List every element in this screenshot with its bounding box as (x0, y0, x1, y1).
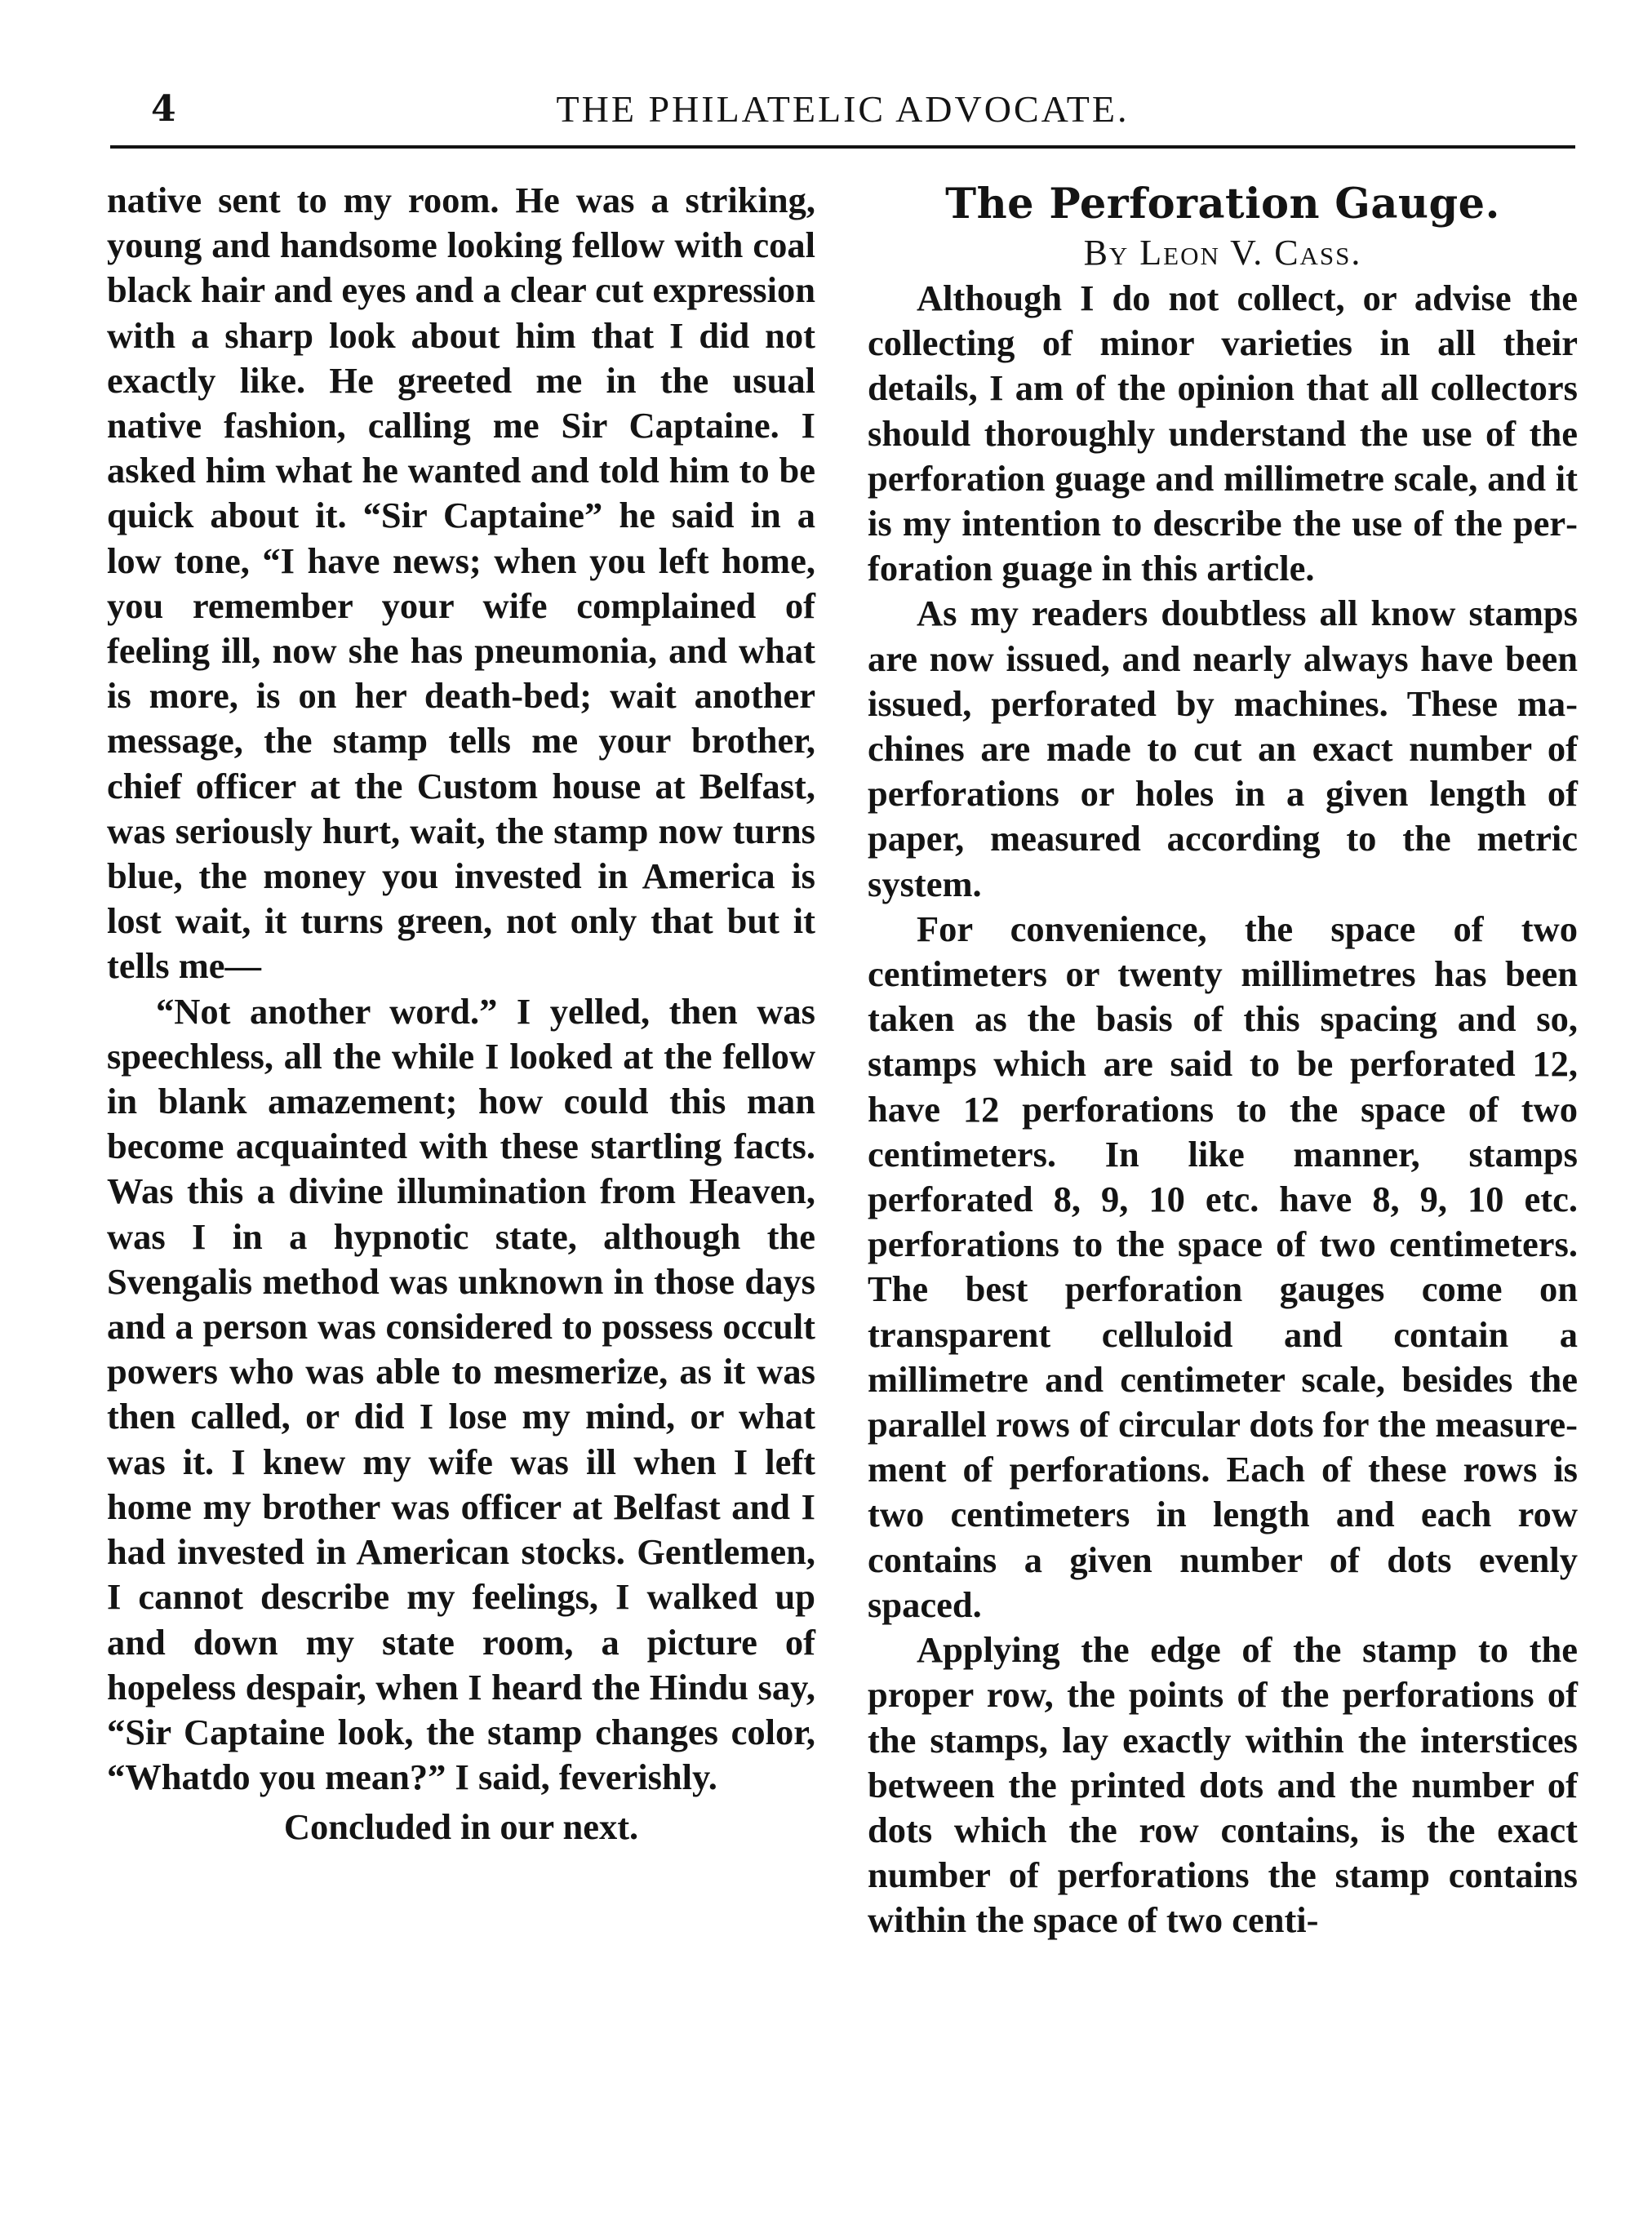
article-paragraph: For convenience, the space of two centimeters or twenty millimetres has been taken as the basis of this spacing and so, stamps which are said to be perforated 12, have 12 perforations to the space of two centimeters. In like manner, stamps perforated 8, 9, 10 etc. have 8, 9, 10 etc. perforations to the space of two centimeters. The best perforation gauges come on transparent celluloid and contain a millimetre and centimeter scale, besides the parallel rows of circular dots for the measurement of perforations. Each of these rows is two centimeters in length and each row contains a given number of dots evenly spaced. (868, 908, 1578, 1625)
story-paragraph: native sent to my room. He was a striking, young and handsome looking fellow with coal black hair and eyes and a clear cut expression with a sharp look about him that I did not exactly like. He greeted me in the usual native fashion, calling me Sir Captaine. I asked him what he wanted and told him to be quick about it. “Sir Captaine” he said in a low tone, “I have news; when you left home, you remember your wife complained of feeling ill, now she has pneumonia, and what is more, is on her death-bed; wait another message, the stamp tells me your brother, chief officer at the Custom house at Belfast, was seriously hurt, wait, the stamp now turns blue, the money you invested in America is lost wait, it turns green, not only that but it tells me— (107, 180, 815, 987)
article-paragraph: Although I do not collect, or advise the collecting of minor varieties in all their details, I am of the opinion that all collectors should thoroughly understand the use of the perforation guage and millimetre scale, and it is my intention to describe the use of the perforation guage in this article. (868, 278, 1578, 589)
left-column (107, 178, 815, 1850)
header-rule (110, 145, 1575, 149)
story-paragraph: “Not another word.” I yelled, then was speechless, all the while I looked at the fellow in blank amazement; how could this man become acquainted with these startling facts. Was this a divine illumination from Heaven, was I in a hypnotic state, although the Svengalis method was unknown in those days and a person was considered to possess occult powers who was able to mesmerize, as it was then called, or did I lose my mind, or what was it. I knew my wife was ill when I left home my brother was officer at Belfast and I had invested in American stocks. Gentlemen, I cannot describe my feelings, I walked up and down my state room, a picture of hopeless despair, when I heard the Hindu say, “Sir Captaine look, the stamp changes color, “Whatdo you mean?” I said, feverishly. (107, 990, 815, 1798)
article-paragraph: As my readers doubtless all know stamps are now issued, and nearly always have been issued, perforated by machines. These machines are made to cut an exact number of perforations or holes in a given length of paper, measured according to the metric system. (868, 593, 1578, 904)
continuation-notice: Concluded in our next. (283, 1806, 639, 1848)
article-byline: By Leon V. Cass. (1083, 233, 1362, 273)
right-column (868, 178, 1578, 1943)
page-number: 4 (151, 88, 176, 130)
page-header (110, 80, 1575, 139)
running-title: THE PHILATELIC ADVOCATE. (556, 88, 1130, 130)
article-paragraph: Applying the edge of the stamp to the proper row, the points of the perforations of the stamps, lay exactly within the interstices between the printed dots and the number of dots which the row contains, is the exact number of perforations the stamp contains within the space of two centi- (868, 1629, 1578, 1941)
article-title: The Perforation Gauge. (945, 180, 1500, 229)
